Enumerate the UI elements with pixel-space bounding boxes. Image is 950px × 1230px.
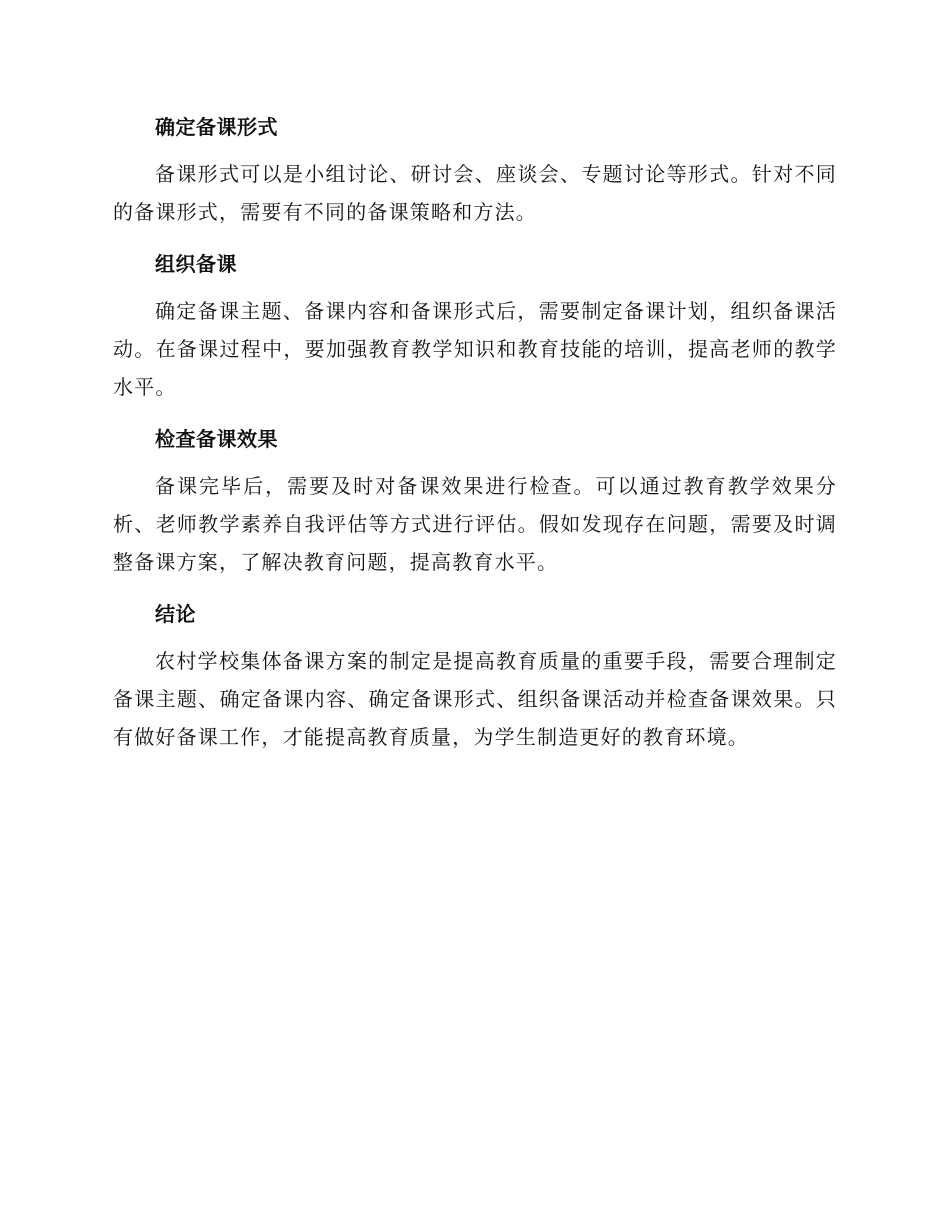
document-body — [113, 108, 837, 770]
section-heading-organize: 组织备课 — [155, 252, 237, 276]
section-paragraph-conclusion: 农村学校集体备课方案的制定是提高教育质量的重要手段，需要合理制定备课主题、确定备课内容、确定备课形式、组织备课活动并检查备课效果。只有做好备课工作，才能提高教育质量，为学生制造更好的教育环境。 — [113, 649, 837, 749]
section-paragraph-check: 备课完毕后，需要及时对备课效果进行检查。可以通过教育教学效果分析、老师教学素养自我评估等方式进行评估。假如发现存在问题，需要及时调整备课方案，了解决教育问题，提高教育水平。 — [113, 474, 837, 574]
section-paragraph-format: 备课形式可以是小组讨论、研讨会、座谈会、专题讨论等形式。针对不同的备课形式，需要有不同的备课策略和方法。 — [113, 162, 837, 224]
section-heading-check: 检查备课效果 — [155, 427, 278, 451]
section-paragraph-organize: 确定备课主题、备课内容和备课形式后，需要制定备课计划，组织备课活动。在备课过程中，要加强教育教学知识和教育技能的培训，提高老师的教学水平。 — [113, 299, 837, 399]
section-heading-conclusion: 结论 — [155, 602, 196, 626]
section-heading-format: 确定备课形式 — [155, 115, 278, 139]
